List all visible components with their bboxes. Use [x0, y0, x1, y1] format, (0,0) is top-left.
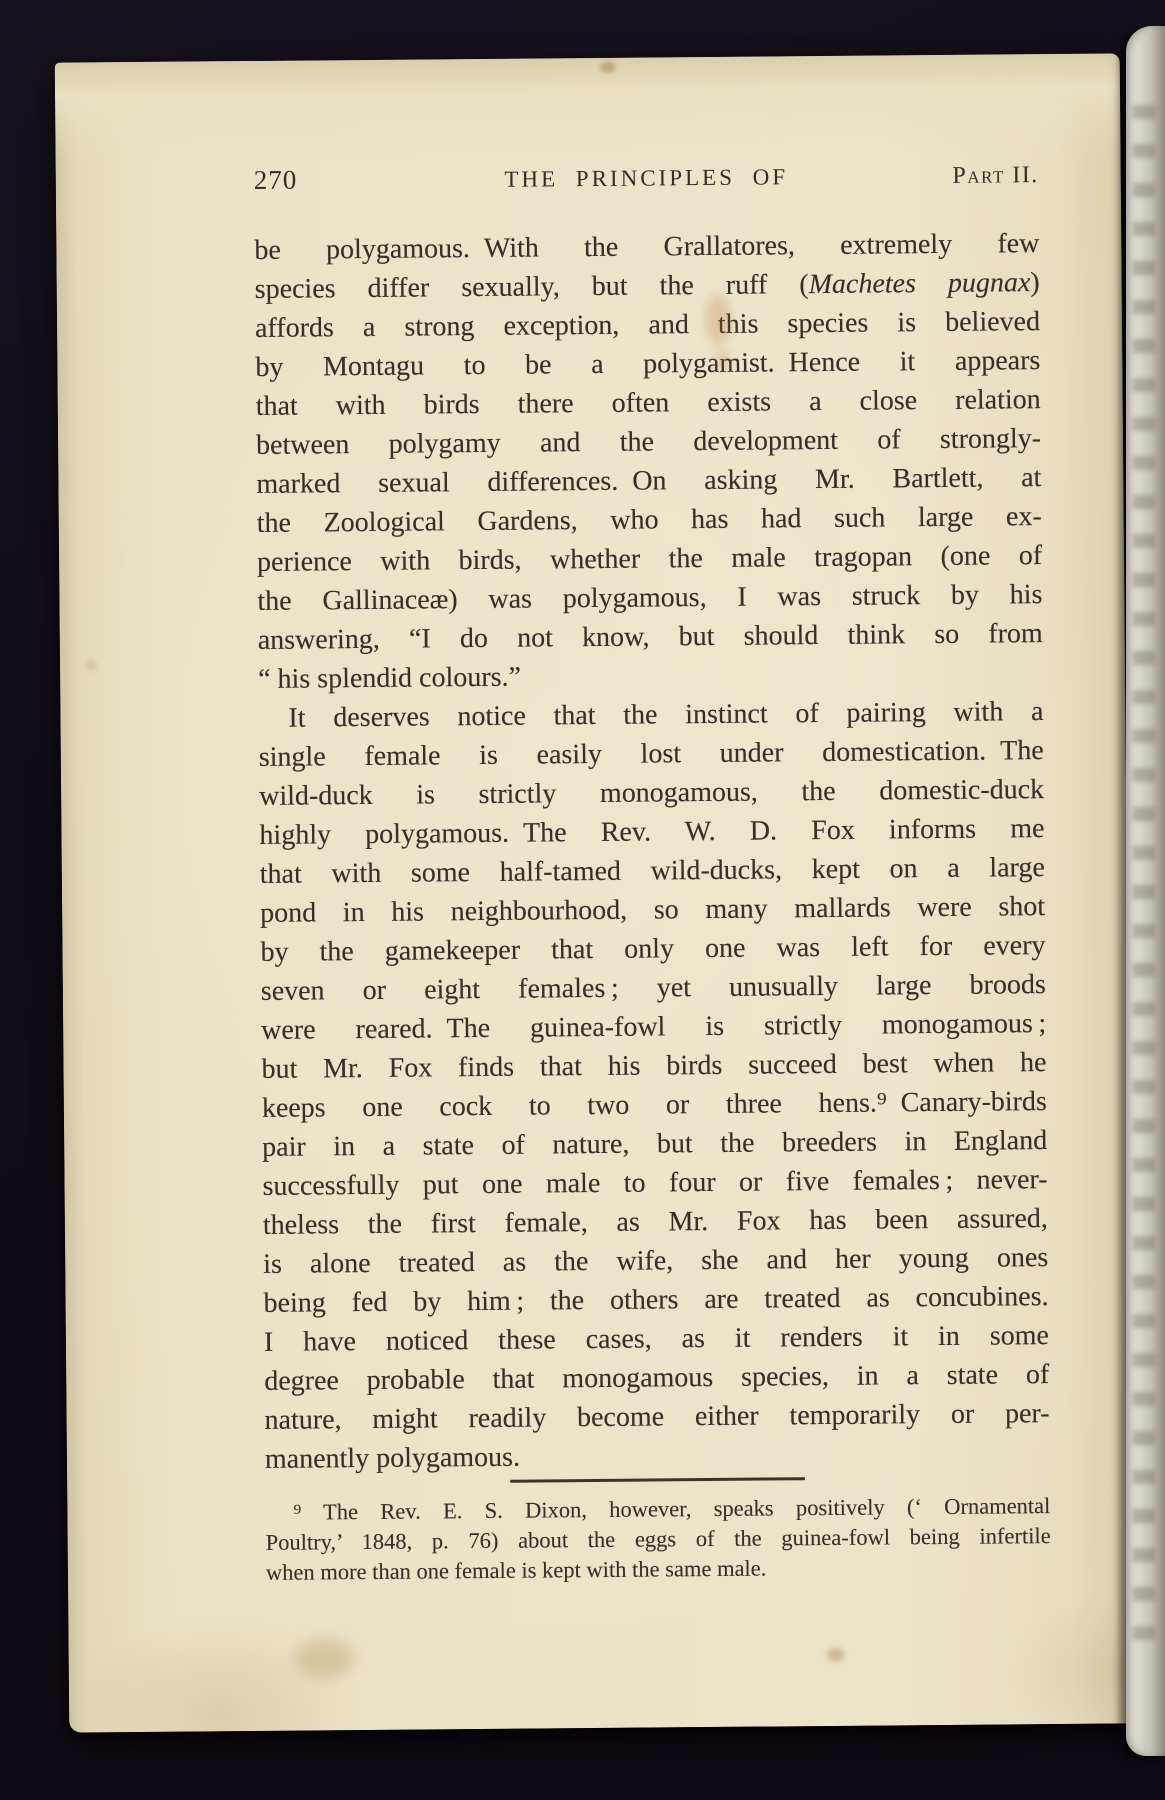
text-line [255, 263, 1040, 309]
foxing-stain [600, 62, 616, 73]
page-number: 270 [253, 164, 298, 195]
part-label: Part II. [952, 162, 1039, 189]
book-page [55, 53, 1135, 1732]
text-line: the Gallinaceæ) was polygamous, I was struck by his [257, 579, 1043, 617]
next-page-fore-edge [1126, 26, 1165, 1756]
text-line: between polygamy and the development of strongly- [255, 423, 1042, 461]
text-line: pair in a state of nature, but the breeders in England [262, 1125, 1048, 1163]
text-segment: species differ sexually, but the ruff ( [254, 269, 809, 305]
body-text [254, 224, 1050, 1479]
text-line: successfully put one male to four or five females ; never- [262, 1164, 1048, 1202]
text-line: nature, might readily become either temporarily or per- [264, 1398, 1050, 1436]
text-line: wild-duck is strictly monogamous, the domestic-duck [259, 774, 1045, 812]
text-line: answering, “I do not know, but should think so from [257, 618, 1043, 656]
text-line: were reared. The guinea-fowl is strictly monogamous ; [261, 1008, 1047, 1046]
paragraph-2 [258, 692, 1050, 1479]
running-title: THE PRINCIPLES OF [504, 164, 789, 192]
running-head [254, 158, 1039, 197]
text-line: manently polygamous. [264, 1441, 521, 1475]
bleed-through-text [1133, 86, 1155, 1646]
text-line: single female is easily lost under domestication. The [258, 735, 1044, 773]
text-line: is alone treated as the wife, she and her young ones [263, 1242, 1049, 1280]
text-line: pond in his neighbourhood, so many mallards were shot [260, 891, 1046, 929]
text-line: affords a strong exception, and this species is believed [254, 306, 1041, 344]
text-line: marked sexual differences. On asking Mr. Bartlett, at [256, 462, 1042, 500]
footnote-line: ⁹ The Rev. E. S. Dixon, however, speaks positively (‘ Ornamental [293, 1493, 1051, 1525]
text-line: being fed by him ; the others are treated as concubines. [263, 1281, 1049, 1319]
text-line: perience with birds, whether the male tragopan (one of [256, 540, 1043, 578]
text-line: but Mr. Fox finds that his birds succeed best when he [261, 1047, 1047, 1085]
text-line: be polygamous. With the Grallatores, extremely few [254, 228, 1040, 266]
text-line: by Montagu to be a polygamist. Hence it appears [255, 345, 1041, 383]
text-line: keeps one cock to two or three hens.⁹ Canary-birds [261, 1086, 1047, 1124]
text-segment: ) [1030, 267, 1040, 299]
text-line: that with birds there often exists a close relation [255, 384, 1041, 422]
footnote-line: Poultry,’ 1848, p. 76) about the eggs of the guinea-fowl being infertile [265, 1523, 1051, 1555]
text-line: theless the first female, as Mr. Fox has been assured, [262, 1203, 1048, 1241]
text-line: the Zoological Gardens, who has had such large ex- [256, 501, 1042, 539]
text-line: by the gamekeeper that only one was left for every [260, 930, 1046, 968]
text-line: “ his splendid colours.” [257, 661, 522, 695]
text-line: that with some half-tamed wild-ducks, kept on a large [259, 852, 1045, 890]
foxing-stain [86, 660, 96, 670]
text-line: degree probable that monogamous species, in a state of [264, 1359, 1050, 1397]
footnote-separator-rule [510, 1477, 805, 1483]
paragraph-1 [254, 224, 1043, 699]
text-line: I have noticed these cases, as it renders it in some [263, 1320, 1050, 1358]
text-line: seven or eight females ; yet unusually large broods [260, 969, 1046, 1007]
footnote-line: when more than one female is kept with the same male. [265, 1555, 767, 1585]
text-line: highly polygamous. The Rev. W. D. Fox informs me [259, 813, 1045, 851]
text-line: It deserves notice that the instinct of pairing with a [288, 696, 1044, 734]
foxing-stain [294, 1638, 354, 1679]
foxing-stain [827, 1648, 845, 1662]
species-name-italic: Machetes pugnax [808, 267, 1031, 301]
footnote [265, 1491, 1051, 1588]
